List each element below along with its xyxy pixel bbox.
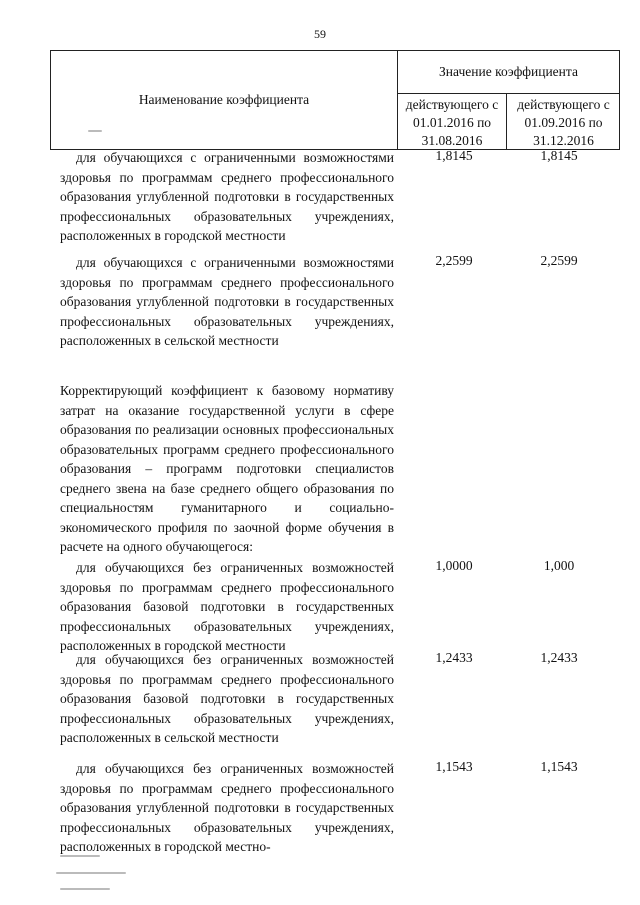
page-number: 59	[314, 27, 326, 41]
table-cell-value-1: 2,2599	[435, 253, 473, 268]
table-cell-value-2: 2,2599	[540, 253, 578, 268]
table-cell-value-1: 1,2433	[435, 650, 473, 665]
period-2-header: действующего с 01.09.2016 по 31.12.2016	[517, 97, 610, 148]
table-cell-value-2: 1,8145	[540, 148, 578, 163]
name-column-header: Наименование коэффициента	[51, 51, 398, 149]
scan-artifact	[88, 130, 102, 132]
table-row-label: для обучающихся без ограниченных возможностей здоровья по программам среднего профессионального образования базовой подготовки в государственных профессиональных образовательных учреждениях, расположенных в сельской местности	[60, 652, 394, 745]
table-cell-value-1: 1,8145	[435, 148, 473, 163]
table-cell-value-1: 1,0000	[435, 558, 473, 573]
value-group-header: Значение коэффициента	[398, 51, 619, 94]
scan-artifact	[56, 872, 126, 874]
table-row-label: для обучающихся без ограниченных возможностей здоровья по программам среднего профессионального образования углубленной подготовки в государственных профессиональных образовательных учреждениях, расположенных в городской местно-	[60, 761, 394, 854]
table-cell-value-2: 1,000	[543, 558, 575, 573]
scan-artifact	[60, 888, 110, 890]
table-row-label: для обучающихся с ограниченными возможностями здоровья по программам среднего профессионального образования углубленной подготовки в государственных профессиональных образовательных учреждениях, расположенных в городской местности	[60, 150, 394, 243]
scan-artifact	[60, 855, 100, 857]
table-row-label: для обучающихся с ограниченными возможностями здоровья по программам среднего профессионального образования углубленной подготовки в государственных профессиональных образовательных учреждениях, расположенных в сельской местности	[60, 255, 394, 348]
table-cell-value-2: 1,1543	[540, 759, 578, 774]
table-cell-value-2: 1,2433	[540, 650, 578, 665]
table-cell-value-1: 1,1543	[435, 759, 473, 774]
table-header	[50, 50, 620, 150]
period-1-header: действующего с 01.01.2016 по 31.08.2016	[398, 94, 507, 149]
table-row-label: для обучающихся без ограниченных возможностей здоровья по программам среднего профессионального образования базовой подготовки в государственных профессиональных образовательных учреждениях, расположенных в городской местности	[60, 560, 394, 653]
section-heading: Корректирующий коэффициент к базовому нормативу затрат на оказание государственной услуги в сфере образования по реализации основных профессиональных образовательных программ среднего профессионального образования – программ подготовки специалистов среднего звена на базе среднего общего образования по специальностям гуманитарного и социально-экономического профиля по заочной форме обучения в расчете на одного обучающегося:	[60, 383, 394, 554]
